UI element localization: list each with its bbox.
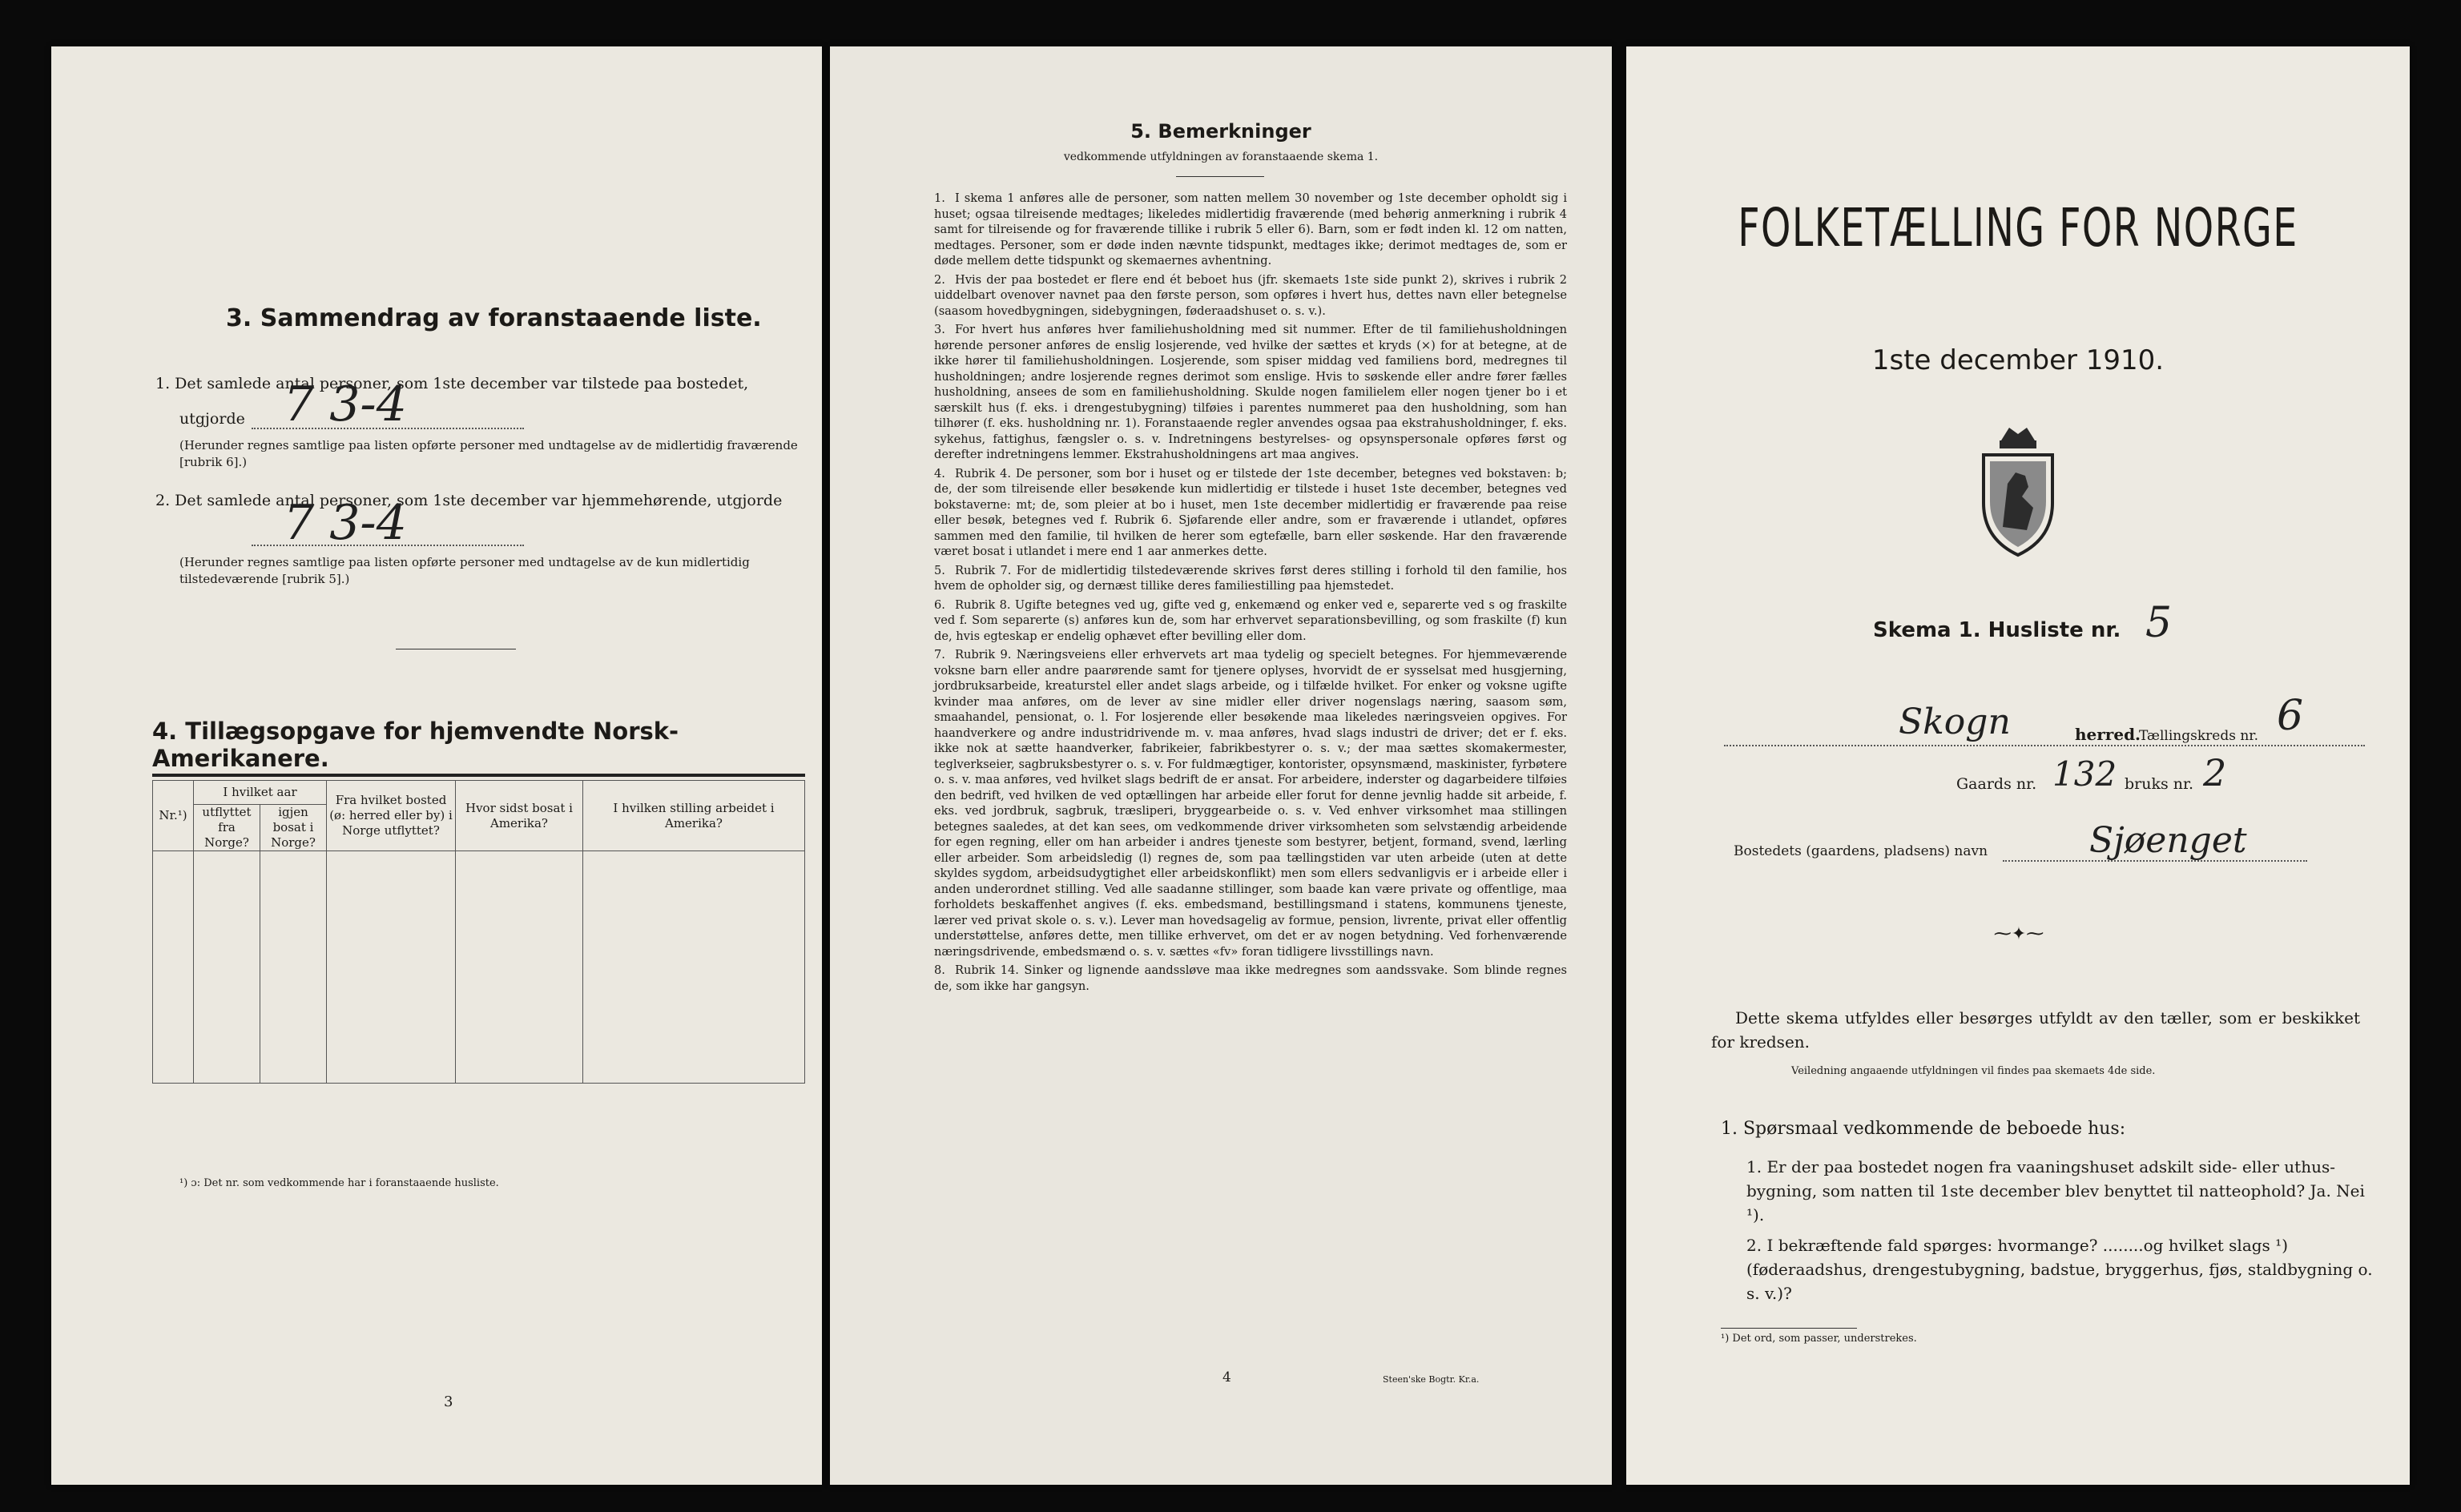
herred-value: Skogn: [1899, 702, 2011, 742]
remark-item: 1. I skema 1 anføres alle de personer, som natten mellem 30 november og 1ste december opholdt sig i huset; ogsaa tilreisende medtages; likeledes midlertidig fraværende (med behørig anmerkning i rubrik 4 samt for tilreisende og for fraværende tillike i rubrik 5 eller 6). Barn, som er født inden kl. 12 om natten, medtages. Personer, som er døde inden nævnte tidspunkt, medtages ikke; derimot medtages de, som er døde mellem dette tidspunkt og skemaernes avhentning.: [934, 191, 1567, 267]
remarks-title: 5. Bemerkninger: [1130, 120, 1311, 143]
col-nr: Nr.¹): [153, 781, 194, 851]
remarks-list: [934, 191, 1567, 997]
veiledning-text: Veiledning angaaende utfyldningen vil findes paa skemaets 4de side.: [1791, 1065, 2156, 1077]
page-number: 4: [1222, 1369, 1231, 1385]
col-utflyttet: utflyttet fra Norge?: [194, 805, 260, 851]
bruks-value: 2: [2203, 751, 2227, 794]
col-fra: Fra hvilket bosted (ø: herred eller by) i Norge utflyttet?: [327, 781, 456, 851]
col-stilling: I hvilken stilling arbeidet i Amerika?: [583, 781, 805, 851]
table-body-row: [153, 851, 805, 1084]
printer-mark: Steen'ske Bogtr. Kr.a.: [1383, 1374, 1480, 1385]
herred-label: herred.: [2075, 725, 2141, 744]
footnote-rule: [1721, 1328, 1857, 1329]
item2-text: 2. Det samlede antal personer, som 1ste december var hjemmehørende, utgjorde: [155, 492, 783, 509]
census-date: 1ste december 1910.: [1871, 344, 2165, 376]
page-number: 3: [444, 1393, 453, 1410]
item2-note: (Herunder regnes samtlige paa listen opførte personer med undtagelse av de kun midlertidig tilstedeværende [rubrik 5].): [179, 555, 750, 586]
page-1: [1626, 46, 2410, 1485]
main-title: FOLKETÆLLING FOR NORGE: [1738, 197, 2298, 259]
skema-label: Skema 1. Husliste nr.: [1873, 618, 2121, 642]
gaards-value: 132: [2052, 754, 2117, 794]
item2-value: 7 3-4: [284, 495, 407, 551]
bosted-label: Bostedets (gaardens, pladsens) navn: [1734, 843, 1988, 859]
remark-item: 4. Rubrik 4. De personer, som bor i huset og er tilstede der 1ste december, betegnes ved bokstaven: b; de, der som tilreisende eller besøkende kun midlertidig er tilstede i huset 1ste december, betegnes ved bokstaverne: mt; de, som pleier at bo i huset, men 1ste december midlertidig er fraværende paa reise eller besøk, betegnes ved f. Rubrik 6. Sjøfarende eller andre, som er fraværende i utlandet, opføres sammen med den familie, til hvilken de herer som egtefælle, barn eller søskende. Har den fraværende været bosat i utlandet i mere end 1 aar anmerkes dette.: [934, 466, 1567, 558]
gaards-label: Gaards nr.: [1956, 775, 2037, 793]
cell: [327, 851, 456, 1084]
col-hvor: Hvor sidst bosat i Amerika?: [456, 781, 583, 851]
coat-of-arms-icon: [1969, 423, 2067, 559]
section3-title: 3. Sammendrag av foranstaaende liste.: [226, 304, 762, 332]
item1-note: (Herunder regnes samtlige paa listen opførte personer med undtagelse av de midlertidig fraværende [rubrik 6].): [179, 438, 798, 469]
col-group-aar: I hvilket aar: [194, 781, 327, 805]
question-2: 2. I bekræftende fald spørges: hvormange? ........og hvilket slags ¹) (føderaadshus, drengestubygning, badstue, bryggerhus, fjøs, staldbygning o. s. v.)?: [1746, 1236, 2373, 1303]
kreds-label: Tællingskreds nr.: [2139, 728, 2258, 744]
cell: [583, 851, 805, 1084]
page-4: [830, 46, 1612, 1485]
question-1: 1. Er der paa bostedet nogen fra vaaningshuset adskilt side- eller uthus-bygning, som natten til 1ste december blev benyttet til natteophold? Ja. Nei ¹).: [1746, 1157, 2365, 1224]
item1-text: 1. Det samlede antal personer, som 1ste december var tilstede paa bostedet,: [155, 375, 749, 392]
table-top-rule: [152, 774, 805, 777]
bosted-value: Sjøenget: [2089, 820, 2247, 861]
cell: [456, 851, 583, 1084]
bruks-label: bruks nr.: [2125, 775, 2194, 793]
intro-text: Dette skema utfyldes eller besørges utfyldt av den tæller, som er beskikket for kredsen.: [1711, 1008, 2360, 1052]
item2-dotted-line: [252, 545, 524, 546]
page-3: [51, 46, 822, 1485]
title-rule: [1176, 176, 1264, 177]
footnote: ¹) Det ord, som passer, understrekes.: [1721, 1333, 1917, 1345]
remark-item: 8. Rubrik 14. Sinker og lignende aandssløve maa ikke medregnes som aandssvake. Som blinde regnes de, som ikke har gangsyn.: [934, 963, 1567, 993]
item1-utgjorde-label: utgjorde: [179, 410, 245, 428]
remarks-subtitle: vedkommende utfyldningen av foranstaaende skema 1.: [1063, 151, 1379, 163]
remark-item: 5. Rubrik 7. For de midlertidig tilstedeværende skrives først deres stilling i forhold til den familie, hos hvem de opholder sig, og dernæst tillike deres familiestilling paa hjemstedet.: [934, 563, 1567, 593]
footnote: ¹) ɔ: Det nr. som vedkommende har i foranstaaende husliste.: [179, 1177, 499, 1189]
herred-dotted-line: [1724, 745, 2365, 746]
questions-heading: 1. Spørsmaal vedkommende de beboede hus:: [1721, 1119, 2126, 1139]
cell: [153, 851, 194, 1084]
remark-item: 7. Rubrik 9. Næringsveiens eller erhvervets art maa tydelig og specielt betegnes. For hjemmeværende voksne barn eller andre paarørende samt for tjenere oplyses, hvorvidt de er sysselsat med husgjerning, jordbruksarbeide, kreaturstel eller andet slags arbeide, og i tilfælde hvilket. For enker og voksne ugifte kvinder maa anføres, om de lever av sine midler eller driver nogenslags næring, saasom søm, smaahandel, pensionat, o. l. For losjerende eller besøkende maa likeledes næringsveien opgives. For haandverkere og andre industridrivende m. v. maa anføres, hvad slags industri de driver; det er f. eks. ikke nok at sætte haandverker, fabrikeier, fabrikbestyrer o. s. v.; der maa sættes skomakermester, teglverkseier, sagbruksbestyrer o. s. v. For fuldmægtiger, kontorister, opsynsmænd, maskinister, fyrbøtere o. s. v. maa anføres, ved hvilket slags bedrift de er ansat. For arbeidere, inderster og dagarbeidere tilføies den bedrift, ved hvilken de ved optællingen har arbeide eller forut for denne jevnlig hadde sit arbeide, f. eks. ved jordbruk, sagbruk, træsliperi, bryggearbeide o. s. v. Ved enhver virksomhet maa stillingen betegnes saaledes, at det kan sees, om vedkommende driver virksomheten som selvstændig arbeidende for egen regning, eller om han arbeider i andres tjeneste som bestyrer, betjent, formand, svend, lærling eller arbeider. Som arbeidsledig (l) regnes de, som paa tællingstiden var uten arbeide (uten at dette skyldes sygdom, arbeidsudygtighet eller arbeidskonflikt) men som ellers sedvanligvis er i arbeide eller i anden underordnet stilling. Ved alle saadanne stillinger, som baade kan være private og offentlige, maa forholdets beskaffenhet angives (f. eks. embedsmand, bestillingsmand i statens, kommunens tjeneste, lærer ved privat skole o. s. v.). Lever man hovedsagelig av formue, pension, livrente, privat eller offentlig understøttelse, anføres dette, men tillike erhvervet, om det er av nogen betydning. Ved forhenværende næringsdrivende, embedsmænd o. s. v. sættes «fv» foran tidligere livsstillings navn.: [934, 648, 1567, 959]
item1-dotted-line: [252, 428, 524, 429]
remark-item: 2. Hvis der paa bostedet er flere end ét beboet hus (jfr. skemaets 1ste side punkt 2), skrives i rubrik 2 uiddelbart ovenover navnet paa den første person, som opføres i hvert hus, dettes navn eller betegnelse (saasom hovedbygningen, sidebygningen, føderaadshuset o. s. v.).: [934, 272, 1567, 318]
cell: [194, 851, 260, 1084]
kreds-value: 6: [2277, 692, 2304, 740]
remark-item: 6. Rubrik 8. Ugifte betegnes ved ug, gifte ved g, enkemænd og enker ved e, separerte ved s og fraskilte ved f. Som separerte (s) anføres kun de, som har erhvervet separationsbevilling, og som fraskilte (f) kun de, hvis egteskap er endelig ophævet efter bevilling eller dom.: [934, 597, 1567, 643]
cell: [260, 851, 327, 1084]
husliste-value: 5: [2145, 599, 2173, 647]
col-igjen: igjen bosat i Norge?: [260, 805, 327, 851]
section4-title: 4. Tillægsopgave for hjemvendte Norsk-Amerikanere.: [152, 718, 679, 772]
ornament-icon: ⁓✦⁓: [1993, 924, 2044, 944]
item1-value: 7 3-4: [284, 376, 407, 432]
norsk-amerikanere-table: [152, 780, 805, 1084]
remark-item: 3. For hvert hus anføres hver familiehusholdning med sit nummer. Efter de til familiehusholdningen hørende personer anføres de enslig losjerende, ved hvilke der sættes et kryds (×) for at betegne, at de ikke hører til familiehusholdningen. Losjerende, som spiser middag ved familiens bord, medregnes til husholdningen; andre losjerende regnes derimot som enslige. Hvis to søskende eller andre fører fælles husholdning, ansees de som en familiehusholdning. Skulde nogen familielem eller nogen tjener bo i et særskilt hus (f. eks. i drengestubygning) tilføies i parentes nummeret paa den husholdning, som han tilhører (f. eks. husholdning nr. 1). Foranstaaende regler anvendes ogsaa paa ekstrahusholdninger, f. eks. sykehus, fattighus, fængsler o. s. v. Indretningens bestyrelses- og opsynspersonale opføres først og derefter indretningens lemmer. Ekstrahusholdningens art maa angives.: [934, 323, 1567, 461]
